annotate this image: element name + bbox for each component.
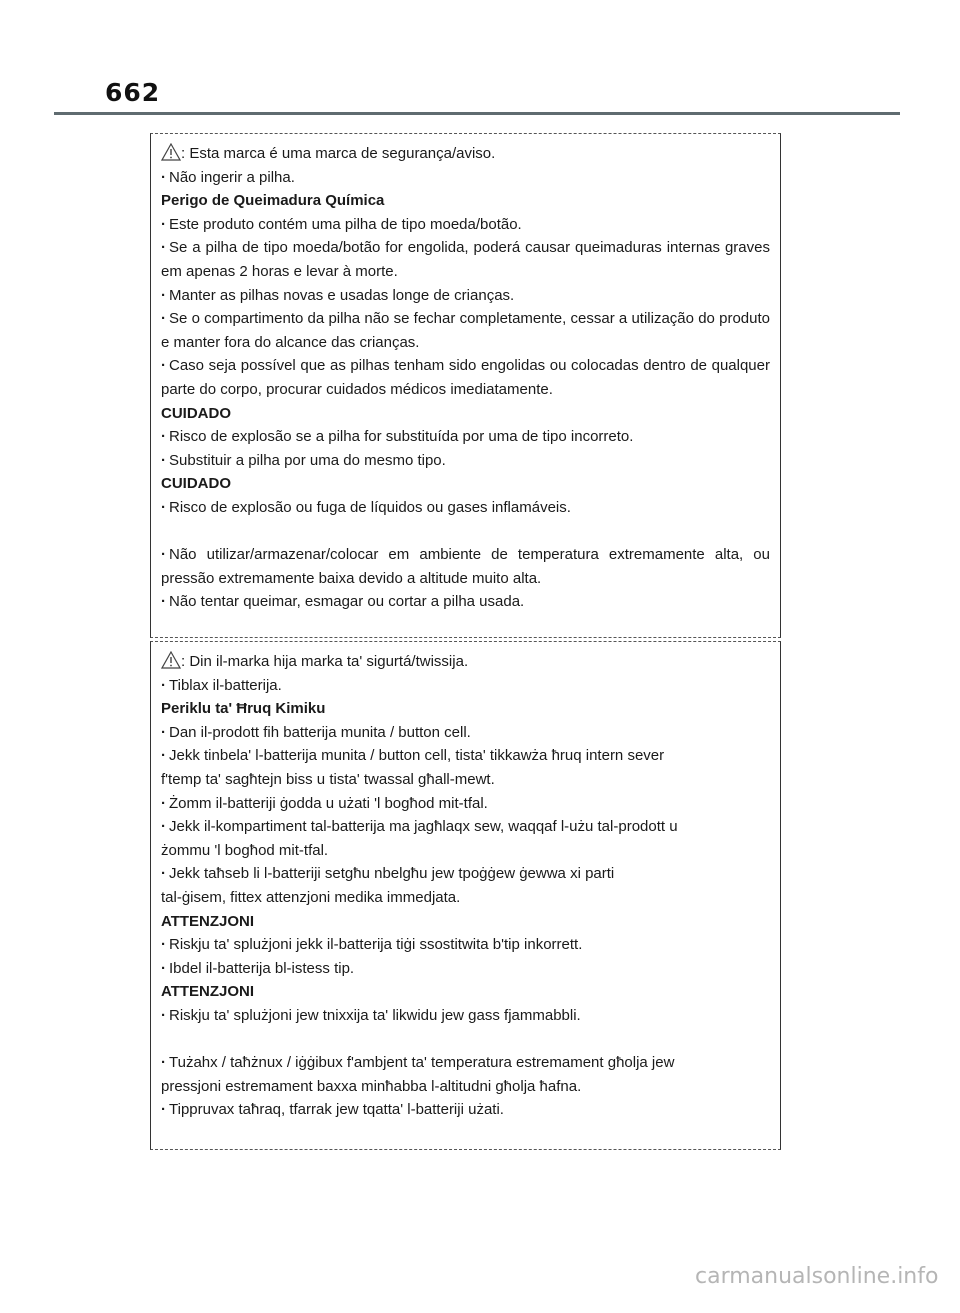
- bullet-item: · Ibdel il-batterija bl-istess tip.: [161, 957, 770, 981]
- paragraph-gap: [161, 1028, 770, 1052]
- bullet-item: · Não ingerir a pilha.: [161, 166, 770, 190]
- bullet-item: · Jekk taħseb li l-batteriji setgħu nbelgħu jew tpoġġew ġewwa xi parti tal-ġisem, fittex attenzjoni medika immedjata.: [161, 862, 770, 909]
- section-heading: ATTENZJONI: [161, 983, 255, 1001]
- watermark: carmanualsonline.info: [695, 1264, 939, 1289]
- bullet-item: · Dan il-prodott fih batterija munita / button cell.: [161, 721, 770, 745]
- bullet-item: · Jekk tinbela' l-batterija munita / button cell, tista' tikkawża ħruq intern sever f'temp ta' sagħtejn biss u tista' twassal għall-mewt.: [161, 744, 770, 791]
- bullet-item: · Se o compartimento da pilha não se fechar completamente, cessar a utilização do produto e manter fora do alcance das crianças.: [161, 307, 770, 354]
- section-heading: Periklu ta' Ħruq Kimiku: [161, 700, 326, 718]
- section-heading: Perigo de Queimadura Química: [161, 192, 385, 210]
- bullet-item: · Riskju ta' splużjoni jekk il-batterija tiġi ssostitwita b'tip inkorrett.: [161, 933, 770, 957]
- portuguese-warning-box: [150, 133, 781, 638]
- page-number: 662: [105, 78, 161, 107]
- bullet-item: · Żomm il-batteriji ġodda u użati 'l bogħod mit-tfal.: [161, 792, 770, 816]
- header-divider: [54, 112, 900, 115]
- bullet-item: · Substituir a pilha por uma do mesmo tipo.: [161, 449, 770, 473]
- section-heading: ATTENZJONI: [161, 912, 255, 930]
- bullet-item: · Tiblax il-batterija.: [161, 674, 770, 698]
- bullet-item: · Risco de explosão se a pilha for substituída por uma de tipo incorreto.: [161, 425, 770, 449]
- warning-mark-line: [161, 650, 770, 674]
- bullet-item: · Se a pilha de tipo moeda/botão for engolida, poderá causar queimaduras internas graves em apenas 2 horas e levar à morte.: [161, 236, 770, 283]
- bullet-item: · Riskju ta' splużjoni jew tnixxija ta' likwidu jew gass fjammabbli.: [161, 1004, 770, 1028]
- paragraph-gap: [161, 520, 770, 544]
- warning-triangle-icon: [161, 143, 181, 161]
- bullet-item: · Caso seja possível que as pilhas tenham sido engolidas ou colocadas dentro de qualquer parte do corpo, procurar cuidados médicos imediatamente.: [161, 354, 770, 401]
- warning-triangle-icon: [161, 651, 181, 669]
- warning-mark-line: [161, 142, 770, 166]
- bullet-item: · Risco de explosão ou fuga de líquidos ou gases inflamáveis.: [161, 496, 770, 520]
- section-heading: CUIDADO: [161, 404, 231, 422]
- section-heading: CUIDADO: [161, 475, 231, 493]
- bullet-item: · Não tentar queimar, esmagar ou cortar a pilha usada.: [161, 590, 770, 614]
- bullet-item: · Não utilizar/armazenar/colocar em ambiente de temperatura extremamente alta, ou pressão extremamente baixa devido a altitude muito alta.: [161, 543, 770, 590]
- maltese-warning-box: [150, 641, 781, 1150]
- bullet-item: · Tużahx / taħżnux / iġġibux f'ambjent ta' temperatura estremament għolja jew pressjoni estremament baxxa minħabba l-altitudni għolja ħafna.: [161, 1051, 770, 1098]
- maltese-items: [161, 674, 770, 1122]
- warning-mark-text: : Esta marca é uma marca de segurança/aviso.: [181, 145, 496, 162]
- portuguese-items: [161, 166, 770, 614]
- bullet-item: · Manter as pilhas novas e usadas longe de crianças.: [161, 284, 770, 308]
- bullet-item: · Este produto contém uma pilha de tipo moeda/botão.: [161, 213, 770, 237]
- bullet-item: · Jekk il-kompartiment tal-batterija ma jagħlaqx sew, waqqaf l-użu tal-prodott u żommu 'l bogħod mit-tfal.: [161, 815, 770, 862]
- bullet-item: · Tippruvax taħraq, tfarrak jew tqatta' l-batteriji użati.: [161, 1098, 770, 1122]
- warning-mark-text: : Din il-marka hija marka ta' sigurtá/twissija.: [181, 653, 469, 670]
